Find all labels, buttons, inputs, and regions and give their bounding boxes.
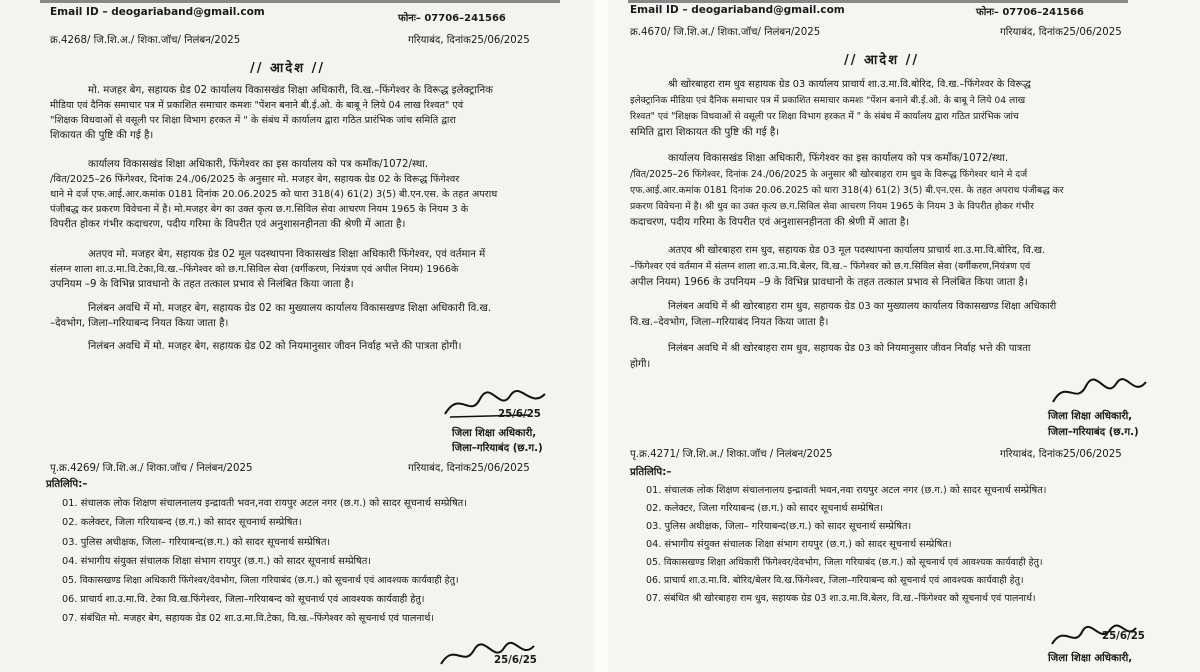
list-item: 03. पुलिस अधीक्षक, जिला– गरियाबन्द(छ.ग.) को सादर सूचनार्थ सम्प्रेषित। [646,521,912,532]
signature-date: 25/6/25 [498,409,541,420]
email-line: Email ID – deogariaband@gmail.com [630,4,845,16]
body-line: अपील नियम) 1966 के उपनियम –9 के विभिन्न प्रावधानो के तहत तत्काल प्रभाव से निलंबित किया जाता है। [630,277,1028,288]
body-line: रिश्वत" एवं "शिक्षक विधवाओं से वसूली पर शिक्षा विभाग हरकत में " के संबंध में कार्यालय द्वारा गठित प्रारंभिक जांच [630,111,1019,122]
list-item: 06. प्राचार्य शा.उ.मा.वि. टेका वि.ख.फिंगेश्वर, जिला–गरियाबन्द को सूचनार्थ एवं आवश्यक कार्यवाही हेतु। [62,594,425,605]
body-line: उपनियम –9 के विभिन्न प्रावधानो के तहत तत्काल प्रभाव से निलंबित किया जाता है। [50,279,354,290]
list-item: 07. संबंधित मो. मजहर बेग, सहायक ग्रेड 02 शा.उ.मा.वि.टेका, वि.ख.–फिंगेश्वर को सूचनार्थ एवं पालनार्थ। [62,613,434,624]
email-line: Email ID – deogariaband@gmail.com [50,6,265,18]
body-line: वि.ख.–देवभोग, जिला–गरियाबंद नियत किया जाता है। [630,317,829,328]
order-title: // आदेश // [250,61,326,76]
body-line: होगी। [630,359,651,370]
order-ref-number: क्र.4670/ जि.शि.अ./ शिका.जॉच/ निलंबन/2025 [630,27,821,38]
order-place-date: गरियाबंद, दिनांक25/06/2025 [408,35,530,46]
body-line: श्री खोरबाहरा राम धुव सहायक ग्रेड 03 कार्यालय प्राचार्य शा.उ.मा.वि.बोरिद, वि.ख.–फिंगेश्वर के विरूद्ध [668,79,1031,90]
copy-place-date: गरियाबंद, दिनांक25/06/2025 [408,463,530,474]
body-line: प्रकरण विवेचना में है। श्री धुव का उक्त कृत्य छ.ग.सिविल सेवा आचरण नियम 1965 के नियम 3 के विपरीत होकर गंभीर [630,201,1034,212]
officer-signature [1048,374,1148,410]
list-item: 01. संचालक लोक शिक्षण संचालनालय इन्द्रावती भवन,नवा रायपुर अटल नगर (छ.ग.) को सादर सूचनार्थ सम्प्रेषित। [62,498,467,509]
body-line: इलेक्ट्रानिक मीडिया एवं दैनिक समाचार पत्र में प्रकाशित समाचार कमशः "पेंशन बनाने बी.ई.ओ. के बाबू ने लिये 04 लाख [630,95,1026,106]
body-line: अतएव श्री खोरबाहरा राम धुव, सहायक ग्रेड 03 मूल पदस्थापना कार्यालय प्राचार्य शा.उ.मा.वि.बोरिद, वि.ख. [668,245,1046,256]
copy-place-date: गरियाबंद, दिनांक25/06/2025 [1000,449,1122,460]
body-line: कार्यालय विकासखंड शिक्षा अधिकारी, फिंगेश्वर का इस कार्यालय को पत्र कमाँक/1072/स्था. [88,159,429,170]
list-item: 02. कलेक्टर, जिला गरियाबन्द (छ.ग.) को सादर सूचनार्थ सम्प्रेषित। [646,503,884,514]
body-line: कार्यालय विकासखंड शिक्षा अधिकारी, फिंगेश्वर का इस कार्यालय को पत्र कमाँक/1072/स्था. [668,153,1009,164]
phone-line: फोनः– 07706–241566 [976,7,1084,18]
cut-header-strip [40,0,560,3]
list-item: 02. कलेक्टर, जिला गरियाबन्द (छ.ग.) को सादर सूचनार्थ सम्प्रेषित। [62,517,302,528]
officer-district: जिला–गरियाबंद (छ.ग.) [1048,427,1139,438]
copy-ref-number: पृ.क्र.4271/ जि.शि.अ./ शिका.जॉच / निलंबन/2025 [630,449,833,460]
list-item: 07. संबंधित श्री खोरबाहरा राम धुव, सहायक ग्रेड 03 शा.उ.मा.वि.बेलर, वि.ख.–फिंगेश्वर को सूचनार्थ एवं पालनार्थ। [646,593,1036,604]
cut-header-strip [628,0,1128,3]
body-line: समिति द्वारा शिकायत की पुष्टि की गई है। [630,127,780,138]
body-line: पंजीबद्ध कर प्रकरण विवेचना में है। मो.मजहर बेग का उक्त कृत्य छ.ग.सिविल सेवा आचरण नियम 1965 के नियम 3 के [50,204,469,215]
body-line: अतएव मो. मजहर बेग, सहायक ग्रेड 02 मूल पदस्थापना विकासखंड शिक्षा अधिकारी फिंगेश्वर, एवं वर्तमान में [88,249,486,260]
body-line: कदाचरण, पदीय गरिमा के विपरीत एवं अनुशासनहीनता की श्रेणी में आता है। [630,217,910,228]
body-line: एफ.आई.आर.कमांक 0181 दिनांक 20.06.2025 को धारा 318(4) 61(2) 3(5) बी.एन.एस. के तहत अपराध पंजीबद्ध कर [630,185,1064,196]
officer-designation: जिला शिक्षा अधिकारी, [452,428,537,439]
body-line: –देवभोग, जिला–गरियाबन्द नियत किया जाता है। [50,318,229,329]
copy-label: प्रतिलिपि:– [630,467,672,478]
left-order-page [0,0,594,672]
body-line: मीडिया एवं दैनिक समाचार पत्र में प्रकाशित समाचार कमशः "पेंशन बनाने बी.ई.ओ. के बाबू ने लिये 04 लाख रिश्वत" एवं [50,100,464,111]
body-line: /वित/2025–26 फिंगेश्वर, दिनांक 24./06/2025 के अनुसार श्री खोरबाहरा राम धुव के विरूद्ध फिंगेश्वर थाने मे दर्ज [630,169,1028,180]
body-line: निलंबन अवधि में श्री खोरबाहरा राम धुव, सहायक ग्रेड 03 का मुख्यालय कार्यालय विकासखण्ड शिक्षा अधिकारी [668,301,1057,312]
body-line: "शिक्षक विधवाओं से वसूली पर शिक्षा विभाग हरकत में " के संबंध में कार्यालय द्वारा गठित प्रारंभिक जांच समिति द्वारा [50,115,456,126]
order-ref-number: क्र.4268/ जि.शि.अ./ शिका.जॉच/ निलंबन/2025 [50,35,241,46]
body-line: थाने मे दर्ज एफ.आई.आर.कमांक 0181 दिनांक 20.06.2025 को धारा 318(4) 61(2) 3(5) बी.एन.एस. के तहत अपराध [50,189,498,200]
list-item: 04. संभागीय संयुक्त संचालक शिक्षा संभाग रायपुर (छ.ग.) को सादर सूचनार्थ सम्प्रेषित। [646,539,952,550]
body-line: विपरीत होकर गंभीर कदाचरण, पदीय गरिमा के विपरीत एवं अनुशासनहीनता की श्रेणी में आता है। [50,219,406,230]
copy-label: प्रतिलिपि:– [46,479,88,490]
list-item: 05. विकासखण्ड शिक्षा अधिकारी फिंगेश्वर/देवभोग, जिला गरियाबंद (छ.ग.) को सूचनार्थ एवं आवश्यक कार्यवाही हेतु। [62,575,459,586]
body-line: –फिंगेश्वर एवं वर्तमान में संलग्न शाला शा.उ.मा.वि.बेलर, वि.ख.– फिंगेश्वर को छ.ग.सिविल सेवा (वर्गीकरण,नियंत्रण एवं [630,261,1031,272]
body-line: मो. मजहर बेग, सहायक ग्रेड 02 कार्यालय विकासखंड शिक्षा अधिकारी, वि.ख.–फिंगेश्वर के विरूद्ध इलेक्ट्रानिक [88,85,494,96]
order-place-date: गरियाबंद, दिनांक25/06/2025 [1000,27,1122,38]
list-item: 01. संचालक लोक शिक्षण संचालनालय इन्द्रावती भवन,नवा रायपुर अटल नगर (छ.ग.) को सादर सूचनार्थ सम्प्रेषित। [646,485,1047,496]
officer-designation: जिला शिक्षा अधिकारी, [1048,411,1133,422]
order-title: // आदेश // [844,53,920,68]
list-item: 03. पुलिस अधीक्षक, जिला– गरियाबन्द(छ.ग.) को सादर सूचनार्थ सम्प्रेषित। [62,537,331,548]
copy-signature-date: 25/6/25 [494,655,537,666]
officer-district: जिला–गरियाबंद (छ.ग.) [452,443,543,454]
copy-signature-date: 25/6/25 [1102,631,1145,642]
copy-ref-number: पृ.क्र.4269/ जि.शि.अ./ शिका.जॉच / निलंबन/2025 [50,463,253,474]
list-item: 04. संभागीय संयुक्त संचालक शिक्षा संभाग रायपुर (छ.ग.) को सादर सूचनार्थ सम्प्रेषित। [62,556,372,567]
copy-officer-designation: जिला शिक्षा अधिकारी, [1048,653,1133,664]
body-line: निलंबन अवधि में मो. मजहर बेग, सहायक ग्रेड 02 को नियमानुसार जीवन निर्वाह भत्ते की पात्रता होगी। [88,341,462,352]
body-line: निलंबन अवधि में श्री खोरबाहरा राम धुव, सहायक ग्रेड 03 को नियमानुसार जीवन निर्वाह भत्ते की पात्रता [668,343,1031,354]
list-item: 05. विकासखण्ड शिक्षा अधिकारी फिंगेश्वर/देवभोग, जिला गरियाबंद (छ.ग.) को सूचनार्थ एवं आवश्यक कार्यवाही हेतु। [646,557,1043,568]
body-line: संलग्न शाला शा.उ.मा.वि.टेका,वि.ख.–फिंगेश्वर को छ.ग.सिविल सेवा (वर्गीकरण, नियंत्रण एवं अपील नियम) 1966के [50,264,459,275]
body-line: निलंबन अवधि में मो. मजहर बेग, सहायक ग्रेड 02 का मुख्यालय कार्यालय विकासखण्ड शिक्षा अधिकारी वि.ख. [88,303,492,314]
body-line: शिकायत की पुष्टि की गई है। [50,130,154,141]
phone-line: फोनः– 07706–241566 [398,13,506,24]
right-order-page [608,0,1200,672]
page-gap [594,0,608,672]
list-item: 06. प्राचार्य शा.उ.मा.वि. बोरिद/बेलर वि.ख.फिंगेश्वर, जिला–गरियाबन्द को सूचनार्थ एवं आवश्यक कार्यवाही हेतु। [646,575,1024,586]
body-line: /वित/2025–26 फिंगेश्वर, दिनांक 24./06/2025 के अनुसार मो. मजहर बेग, सहायक ग्रेड 02 के विरूद्ध फिंगेश्वर [50,174,460,185]
